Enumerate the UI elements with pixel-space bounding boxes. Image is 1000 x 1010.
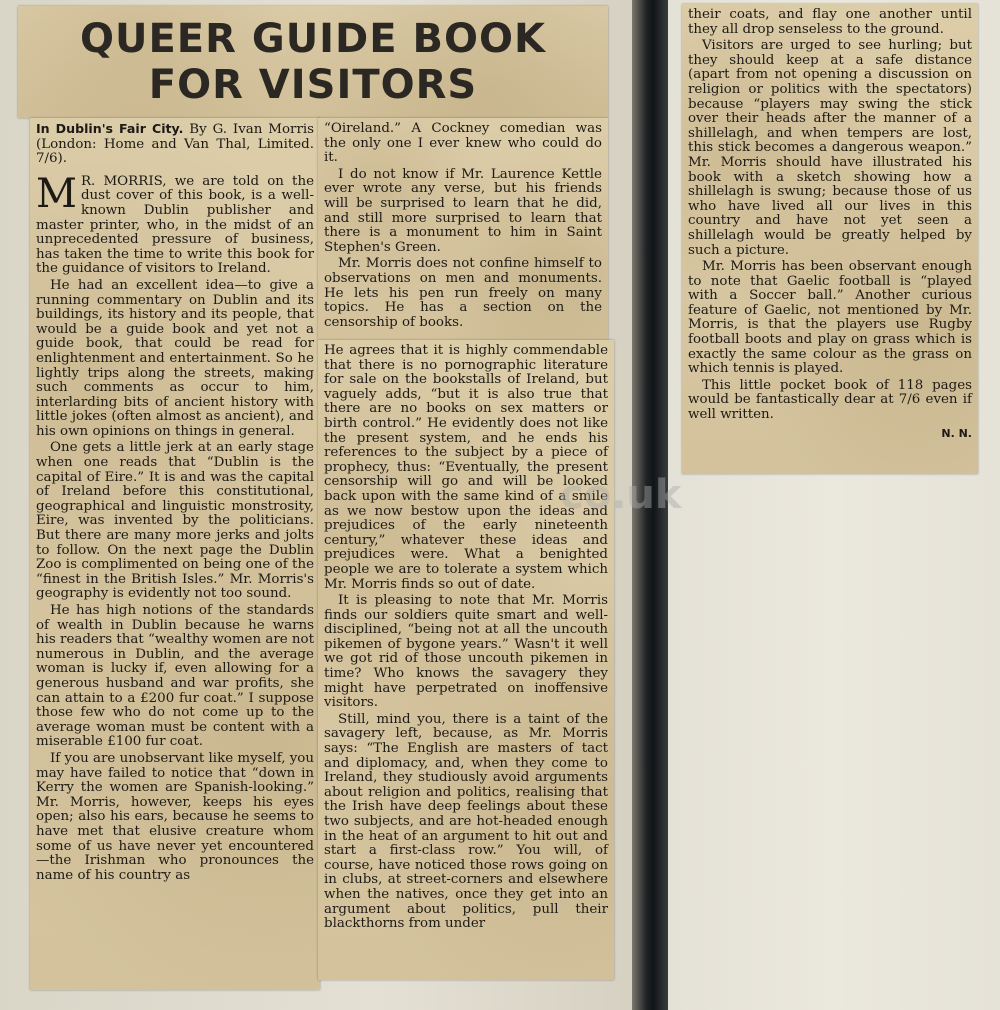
paragraph: If you are unobservant like myself, you may have failed to notice that “down in Kerry the women are Spanish-looking.” Mr. Morris, however, keeps his eyes open; also his ears, because he seems to have met that elusive creature whom some of us have never yet encountered—the Irishman who pronounces the name of his country as xyxy=(36,750,314,883)
article-column-2-bottom xyxy=(318,340,614,980)
byline-title: In Dublin's Fair City. xyxy=(36,121,184,136)
lead-paragraph xyxy=(36,170,314,277)
paragraph: “Oireland.” A Cockney comedian was the only one I ever knew who could do it. xyxy=(324,121,602,166)
headline-clipping xyxy=(18,6,608,118)
byline xyxy=(36,122,314,167)
signature: N. N. xyxy=(941,426,972,440)
article-column-1 xyxy=(30,118,320,990)
paragraph: Mr. Morris has been observant enough to note that Gaelic football is “played with a Soccer ball.” Another curious feature of Gaelic, not mentioned by Mr. Morris, is that the players use Rugby football boots and play on grass which is exactly the same colour as the grass on which tennis is played. xyxy=(688,259,972,377)
headline-line-2: FOR VISITORS xyxy=(148,62,478,108)
paragraph: He agrees that it is highly commendable that there is no pornographic literature for sale on the bookstalls of Ireland, but vaguely adds, “but it is also true that there are no books on sex matters or birth control.” He evidently does not like the present system, and he ends his references to the subject by a piece of prophecy, thus: “Eventually, the present censorship will go and will be looked back upon with the same kind of a smile as we now bestow upon the ideas and prejudices of the early nineteenth century,” whatever these ideas and prejudices were. What a benighted people we are to tolerate a system which Mr. Morris finds so out of date. xyxy=(324,343,608,592)
paragraph: He has high notions of the standards of wealth in Dublin because he warns his readers that “wealthy women are not numerous in Dublin, and the average woman is lucky if, even allowing for a generous husband and war profits, she can attain to a £200 fur coat.” I suppose those few who do not come up to the average woman must be content with a miserable £100 fur coat. xyxy=(36,603,314,750)
paragraph: This little pocket book of 118 pages would be fantastically dear at 7/6 even if well written. xyxy=(688,377,972,423)
paragraph: Still, mind you, there is a taint of the savagery left, because, as Mr. Morris says: “The English are masters of tact and diplomacy, and, when they come to Ireland, they studiously avoid arguments about religion and politics, realising that the Irish have deep feelings about these two subjects, and are hot-headed enough in the heat of an argument to hit out and start a first-class row.” You will, of course, have noticed those rows going on in clubs, at street-corners and elsewhere when the natives, once they get into an argument about politics, pull their blackthorns from under xyxy=(324,711,608,932)
paragraph: Mr. Morris does not confine himself to observations on men and monuments. He lets his pen run freely on many topics. He has a section on the censorship of books. xyxy=(324,256,602,330)
drop-cap: M xyxy=(36,170,77,217)
paragraph: I do not know if Mr. Laurence Kettle ever wrote any verse, but his friends will be surprised to learn that he did, and still more surprised to learn that there is a monument to him in Saint Stephen's Green. xyxy=(324,166,602,255)
paragraph: It is pleasing to note that Mr. Morris finds our soldiers quite smart and well-disciplined, “being not at all the uncouth pikemen of bygone years.” Wasn't it well we got rid of those uncouth pikemen in time? Who knows the savagery they might have perpetrated on inoffensive visitors. xyxy=(324,593,608,711)
paragraph: their coats, and flay one another until they all drop senseless to the ground. xyxy=(688,7,972,37)
paragraph: One gets a little jerk at an early stage when one reads that “Dublin is the capital of Eire.” It is and was the capital of Ireland before this constitutional, geographical and linguistic monstrosity, Eire, was invented by the politicians. But there are many more jerks and jolts to follow. On the next page the Dublin Zoo is complimented on being one of the “finest in the British Isles.” Mr. Morris's geography is evidently not too sound. xyxy=(36,440,314,602)
article-column-2-top xyxy=(318,118,608,340)
watermark: co.uk xyxy=(560,472,682,518)
paragraph: He had an excellent idea—to give a running commentary on Dublin and its buildings, its history and its people, that would be a guide book and yet not a guide book, that could be read for enlightenment and entertainment. So he lightly trips along the streets, making such comments as occur to him, interlarding bits of ancient history with little jokes (often almost as ancient), and his own opinions on things in general. xyxy=(36,277,314,439)
book-spine xyxy=(632,0,668,1010)
headline-line-1: QUEER GUIDE BOOK xyxy=(80,16,546,62)
article-column-3 xyxy=(682,4,978,474)
paragraph: Visitors are urged to see hurling; but they should keep at a safe distance (apart from not opening a discussion on religion or politics with the spectators) because “players may swing the stick over their heads after the manner of a shillelagh, and when tempers are lost, this stick becomes a dangerous weapon.” Mr. Morris should have illustrated his book with a sketch showing how a shillelagh is swung; because those of us who have lived all our lives in this country and have not yet seen a shillelagh would be greatly helped by such a picture. xyxy=(688,38,972,258)
byline-details: By G. Ivan Morris (London: Home and Van Thal, Limited. 7/6). xyxy=(36,122,314,167)
lead-text: R. MORRIS, we are told on the dust cover of this book, is a well-known Dublin publisher and master printer, who, in the midst of an unprecedented pressure of business, has taken the time to write this book for the guidance of visitors to Ireland. xyxy=(36,173,314,277)
